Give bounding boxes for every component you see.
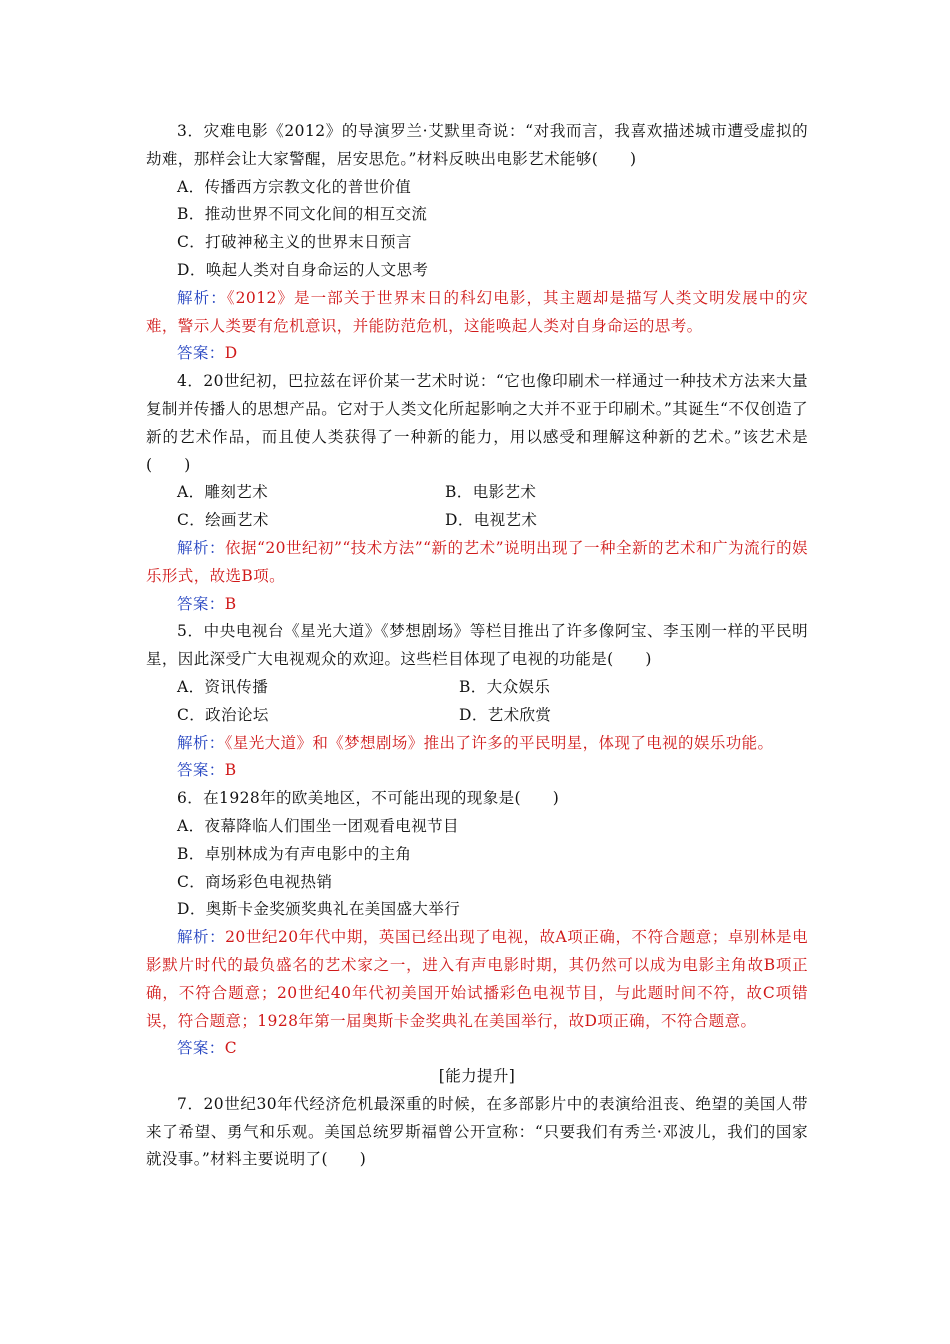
question-3-option-d: D．唤起人类对自身命运的人文思考 bbox=[177, 260, 429, 279]
question-6-option-d: D．奥斯卡金奖颁奖典礼在美国盛大举行 bbox=[177, 900, 461, 919]
analysis-label: 解析： bbox=[177, 288, 227, 307]
question-6-option-c: C．商场彩色电视热销 bbox=[177, 872, 333, 891]
analysis-text: 20世纪20年代中期，英国已经出现了电视，故A项正确，不符合题意；卓别林是电影默片时代的最负盛名的艺术家之一，进入有声电影时期，其仍然可以成为电影主角故B项正确，不符合题意；20世纪40年代初美国开始试播彩色电视节目，与此题时间不符，故C项错误，符合题意；1928年第一届奥斯卡金奖典礼在美国举行，故D项正确，不符合题意。 bbox=[146, 928, 808, 1030]
question-6-option-a: A．夜幕降临人们围坐一团观看电视节目 bbox=[177, 816, 459, 835]
question-5-options-row-1 bbox=[146, 674, 808, 702]
question-3-option-a: A．传播西方宗教文化的普世价值 bbox=[177, 177, 412, 196]
question-5-stem: 5．中央电视台《星光大道》《梦想剧场》等栏目推出了许多像阿宝、李玉刚一样的平民明星，因此深受广大电视观众的欢迎。这些栏目体现了电视的功能是( ) bbox=[146, 622, 808, 669]
content-column bbox=[146, 118, 808, 1174]
question-4-options-row-2 bbox=[146, 507, 808, 535]
question-5-analysis bbox=[146, 730, 808, 758]
answer-value: C bbox=[224, 1039, 237, 1058]
question-4-analysis bbox=[146, 535, 808, 591]
question-5-option-c: C．政治论坛 bbox=[177, 705, 269, 724]
question-4-answer bbox=[146, 591, 808, 619]
question-6-stem: 6．在1928年的欧美地区，不可能出现的现象是( ) bbox=[177, 789, 560, 808]
question-5-option-a: A．资讯传播 bbox=[177, 677, 269, 696]
question-4-stem: 4．20世纪初，巴拉兹在评价某一艺术时说：“它也像印刷术一样通过一种技术方法来大量复制并传播人的思想产品。它对于人类文化所起影响之大并不亚于印刷术。”其诞生“不仅创造了新的艺术作品，而且使人类获得了一种新的能力，用以感受和理解这种新的艺术。”该艺术是( ) bbox=[146, 372, 808, 474]
question-5-option-b: B．大众娱乐 bbox=[459, 677, 551, 696]
question-4-option-a: A．雕刻艺术 bbox=[177, 483, 269, 502]
answer-value: D bbox=[224, 344, 238, 363]
question-3-stem: 3．灾难电影《2012》的导演罗兰·艾默里奇说：“对我而言，我喜欢描述城市遭受虚拟的劫难，那样会让大家警醒，居安思危。”材料反映出电影艺术能够( ) bbox=[146, 122, 808, 168]
analysis-text: 《2012》是一部关于世界末日的科幻电影，其主题却是描写人类文明发展中的灾难，警示人类要有危机意识，并能防范危机，这能唤起人类对自身命运的思考。 bbox=[146, 288, 808, 335]
question-5-options-row-2 bbox=[146, 702, 808, 730]
section-title: [能力提升] bbox=[438, 1067, 516, 1086]
answer-value: B bbox=[224, 594, 237, 613]
analysis-label: 解析： bbox=[177, 538, 226, 557]
question-7-stem: 7．20世纪30年代经济危机最深重的时候，在多部影片中的表演给沮丧、绝望的美国人带来了希望、勇气和乐观。美国总统罗斯福曾公开宣称：“只要我们有秀兰·邓波儿，我们的国家就没事。”材料主要说明了( ) bbox=[146, 1094, 808, 1169]
answer-label: 答案： bbox=[177, 344, 225, 363]
analysis-text: 依据“20世纪初”“技术方法”“新的艺术”说明出现了一种全新的艺术和广为流行的娱乐形式，故选B项。 bbox=[146, 538, 808, 585]
question-4-options-row-1 bbox=[146, 479, 808, 507]
question-4-option-c: C．绘画艺术 bbox=[177, 511, 269, 530]
question-6-answer bbox=[146, 1035, 808, 1063]
question-5-option-d: D．艺术欣赏 bbox=[459, 705, 552, 724]
analysis-label: 解析： bbox=[177, 928, 226, 947]
answer-value: B bbox=[224, 761, 237, 780]
question-3-answer bbox=[146, 340, 808, 368]
answer-label: 答案： bbox=[177, 594, 225, 613]
answer-label: 答案： bbox=[177, 761, 225, 780]
analysis-label: 解析： bbox=[177, 733, 225, 752]
question-6-option-b: B．卓别林成为有声电影中的主角 bbox=[177, 844, 412, 863]
question-4-option-d: D．电视艺术 bbox=[445, 511, 538, 530]
question-3-option-b: B．推动世界不同文化间的相互交流 bbox=[177, 205, 428, 224]
analysis-text: 《星光大道》和《梦想剧场》推出了许多的平民明星，体现了电视的娱乐功能。 bbox=[224, 733, 774, 752]
question-4-option-b: B．电影艺术 bbox=[445, 483, 537, 502]
question-3-analysis bbox=[146, 285, 808, 341]
question-3-option-c: C．打破神秘主义的世界末日预言 bbox=[177, 233, 412, 252]
question-6-analysis bbox=[146, 924, 808, 1035]
answer-label: 答案： bbox=[177, 1039, 225, 1058]
question-5-answer bbox=[146, 757, 808, 785]
